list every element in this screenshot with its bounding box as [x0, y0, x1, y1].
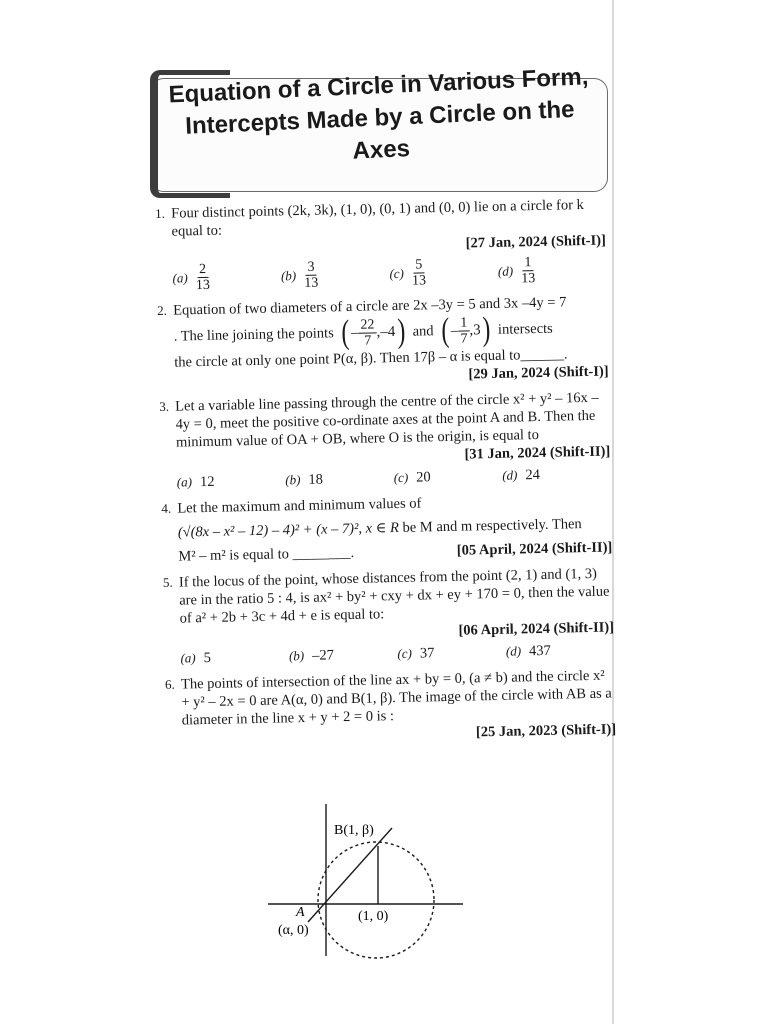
question-2: [157, 293, 609, 390]
point-2: ( – $\frac{1}{7}$ , 3 ): [440, 311, 491, 350]
question-5: [163, 564, 615, 667]
line-ab: [308, 828, 392, 922]
option-a: [172, 260, 281, 293]
text-segment: M² – m² is equal to ________.: [178, 544, 355, 565]
numerator: 22: [358, 317, 376, 333]
option-b: [281, 258, 390, 291]
question-6: [165, 666, 616, 747]
fraction: [195, 262, 210, 293]
option-d: [506, 640, 615, 660]
circle-diagram: [268, 800, 468, 960]
option-label: (b): [285, 472, 301, 488]
option-b: [285, 469, 394, 489]
option-label: (d): [502, 467, 518, 483]
fraction: [358, 317, 377, 348]
option-c: [389, 256, 498, 289]
left-paren: (: [341, 313, 350, 352]
denominator: 7: [460, 330, 468, 347]
option-value: –27: [311, 647, 335, 664]
denominator: 7: [364, 333, 372, 349]
question-list: [155, 196, 616, 756]
option-value: 37: [419, 645, 435, 662]
fraction: [412, 257, 427, 288]
question-text-line-1: Let the maximum and minimum values of: [177, 495, 422, 517]
page-edge: [612, 0, 614, 1024]
y-value: –4: [380, 323, 396, 341]
question-text-line-3: the circle at only one point P(α, β). Then 17β – α is equal to______.: [174, 346, 568, 371]
option-label: (b): [280, 267, 297, 283]
numerator: 1: [522, 255, 533, 271]
fraction: [304, 260, 319, 291]
fraction: [458, 315, 470, 346]
label-a-coord: (α, 0): [278, 923, 309, 938]
question-number: 1.: [155, 205, 166, 221]
question-text: Let a variable line passing through the centre of the circle x² + y² – 16x – 4y = 0, meet the positive co-ordinate axes at the point A and B. Then the minimum value of OA + OB, where O is the origin, is equal to: [175, 389, 599, 451]
question-source: [27 Jan, 2024 (Shift-I)]: [465, 232, 607, 252]
question-text: If the locus of the point, whose distances from the point (2, 1) and (1, 3) are in the ratio 5 : 4, is ax² + by² + cxy + dx + ey + 170 = 0, then the value of a² + 2b + 3c + 4d + e is equal to:: [178, 565, 610, 627]
question-number: 5.: [162, 574, 173, 590]
question-source: [25 Jan, 2023 (Shift-I)]: [475, 721, 617, 741]
question-number: 2.: [157, 302, 168, 318]
option-value: 5: [203, 649, 212, 667]
denominator: 13: [521, 271, 536, 287]
option-label: (c): [389, 265, 405, 281]
question-source: [31 Jan, 2024 (Shift-II)]: [464, 443, 611, 463]
option-a: [177, 471, 286, 491]
question-text-line-1: Equation of two diameters of a circle are 2x –3y = 5 and 3x –4y = 7: [173, 294, 567, 319]
numerator: 3: [305, 260, 316, 276]
denominator: 13: [195, 277, 211, 294]
option-value: 437: [528, 642, 552, 660]
option-value: 24: [525, 467, 541, 484]
dashed-circle: [318, 842, 434, 958]
options: [180, 640, 614, 667]
option-label: (a): [172, 269, 188, 286]
option-b: [289, 645, 398, 665]
question-number: 3.: [159, 398, 170, 414]
option-value: 12: [199, 473, 215, 491]
label-one-zero: (1, 0): [358, 909, 389, 924]
denominator: 13: [411, 273, 427, 289]
option-a: [180, 647, 289, 667]
question-text-line-2: [178, 515, 612, 542]
left-paren: (: [440, 311, 450, 350]
text-segment: . The line joining the points: [173, 325, 334, 345]
option-label: (b): [288, 647, 305, 664]
question-text: The points of intersection of the line ax + by = 0, (a ≠ b) and the circle x² + y² – 2x = 0 are A(α, 0) and B(1, β). The image of the circle with AB as a diameter in the line x + y + 2 = 0 is :: [180, 667, 612, 729]
option-value: 20: [416, 469, 431, 486]
question-text: Four distinct points (2k, 3k), (1, 0), (0, 1) and (0, 0) lie on a circle for k equal to:: [171, 197, 585, 240]
option-label: (d): [505, 643, 522, 659]
label-a: A: [296, 905, 305, 920]
page-title: Equation of a Circle in Various Form, Intercepts Made by a Circle on the Axes: [168, 63, 589, 165]
question-number: 6.: [164, 676, 175, 692]
question-1: [155, 196, 607, 294]
text-segment: intersects: [497, 320, 553, 338]
question-4: [161, 491, 612, 566]
label-b: B(1, β): [334, 823, 374, 838]
text-segment: and: [412, 323, 434, 340]
numerator: 1: [458, 315, 469, 331]
option-value: 18: [308, 471, 324, 488]
question-source: [29 Jan, 2024 (Shift-I)]: [468, 363, 609, 383]
numerator: 5: [413, 257, 424, 273]
option-label: (c): [393, 469, 409, 486]
question-source: [06 April, 2024 (Shift-II)]: [458, 619, 615, 639]
option-label: (d): [497, 263, 514, 279]
right-paren: ): [481, 311, 491, 349]
option-label: (a): [180, 650, 196, 666]
denominator: 13: [304, 275, 319, 291]
fraction: [521, 255, 536, 286]
question-source: [05 April, 2024 (Shift-II)]: [456, 539, 613, 559]
question-3: [159, 389, 611, 492]
option-c: [394, 467, 503, 487]
point-1: ( – $\frac{22}{7}$ , –4 ): [341, 312, 406, 352]
question-number: 4.: [161, 500, 172, 516]
numerator: 2: [197, 262, 208, 278]
option-d: [502, 465, 611, 485]
options: [177, 465, 611, 492]
option-label: (c): [397, 645, 413, 662]
math-expression: (√(8x – x² – 12) – 4)² + (x – 7)², x ∈ R: [177, 519, 400, 541]
option-d: [498, 254, 607, 287]
option-c: [397, 643, 506, 663]
right-paren: ): [396, 312, 406, 350]
options: [172, 254, 607, 294]
question-text-line-3: [178, 539, 612, 566]
text-segment: be M and m respectively. Then: [402, 516, 582, 536]
option-label: (a): [176, 474, 193, 490]
y-value: 3: [472, 322, 481, 339]
